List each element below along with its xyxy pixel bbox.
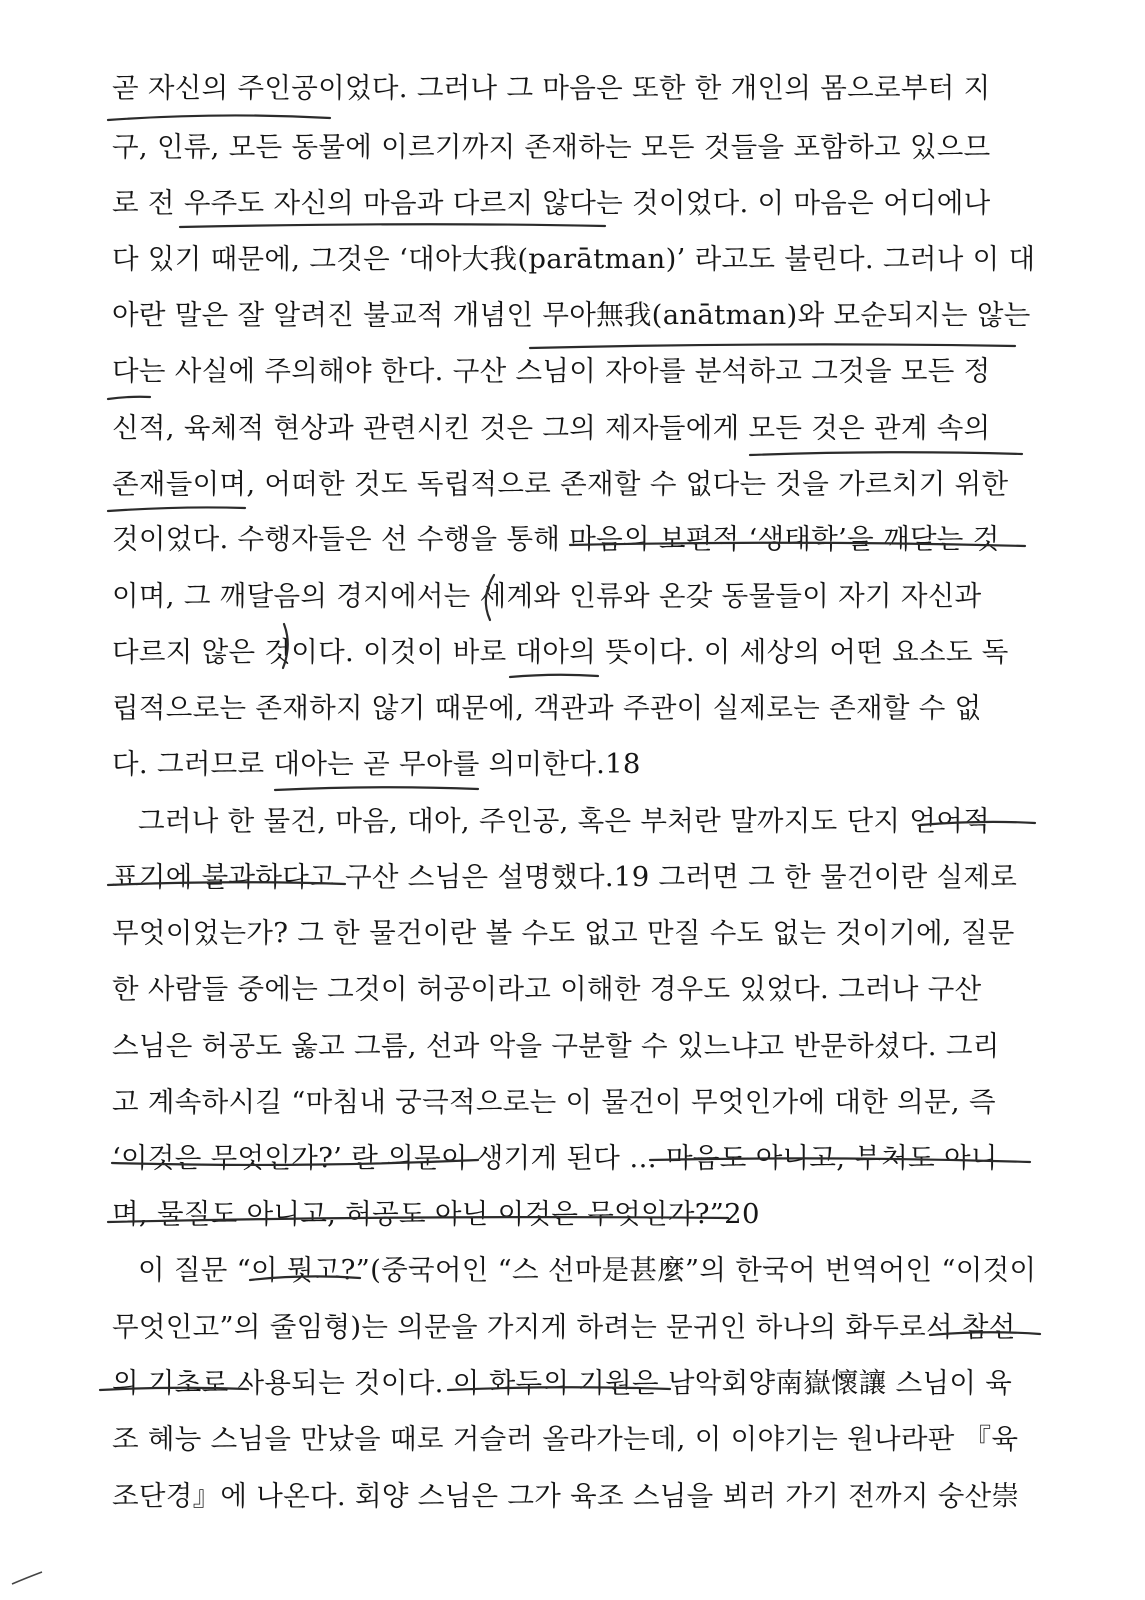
text-line: 곧 자신의 주인공이었다. 그러나 그 마음은 또한 한 개인의 몸으로부터 지 [112,72,991,104]
text-line: 스님은 허공도 옳고 그름, 선과 악을 구분할 수 있느냐고 반문하셨다. 그리 [112,1030,1000,1062]
text-line: 다르지 않은 것이다. 이것이 바로 대아의 뜻이다. 이 세상의 어떤 요소도 독 [112,636,1009,668]
text-line: 구, 인류, 모든 동물에 이르기까지 존재하는 모든 것들을 포함하고 있으므 [112,131,991,163]
text-line: 이며, 그 깨달음의 경지에서는 세계와 인류와 온갖 동물들이 자기 자신과 [112,580,982,612]
text-line: 한 사람들 중에는 그것이 허공이라고 이해한 경우도 있었다. 그러나 구산 [112,973,982,1005]
text-line: 립적으로는 존재하지 않기 때문에, 객관과 주관이 실제로는 존재할 수 없 [112,692,982,724]
text-line: 다 있기 때문에, 그것은 ‘대아大我(parātman)’ 라고도 불린다. 그러나 이 대 [112,243,1036,275]
text-line: 신적, 육체적 현상과 관련시킨 것은 그의 제자들에게 모든 것은 관계 속의 [112,412,991,444]
text-line: 며, 물질도 아니고, 허공도 아닌 이것은 무엇인가?”20 [112,1198,760,1230]
text-line: 의 기초로 사용되는 것이다. 이 화두의 기원은 남악회양南嶽懷讓 스님이 육 [112,1367,1013,1399]
paragraph-first-line: 이 질문 “이 뭣고?”(중국어인 “스 선마是甚麼”의 한국어 번역어인 “이것이 [138,1254,1037,1286]
underline-mark [108,115,330,120]
text-line: ‘이것은 무엇인가?’ 란 의문이 생기게 된다 … 마음도 아니고, 부처도 아니 [112,1142,998,1174]
paragraph-first-line: 그러나 한 물건, 마음, 대아, 주인공, 혹은 부처란 말까지도 단지 언어적 [138,805,990,837]
text-line: 다. 그러므로 대아는 곧 무아를 의미한다.18 [112,748,641,780]
text-line: 로 전 우주도 자신의 마음과 다르지 않다는 것이었다. 이 마음은 어디에나 [112,187,991,219]
text-line: 것이었다. 수행자들은 선 수행을 통해 마음의 보편적 ‘생태학’을 깨닫는 것 [112,523,1000,555]
text-line: 고 계속하시길 “마침내 궁극적으로는 이 물건이 무엇인가에 대한 의문, 즉 [112,1086,996,1118]
text-line: 조 혜능 스님을 만났을 때로 거슬러 올라가는데, 이 이야기는 원나라판 『육 [112,1423,1019,1455]
text-line: 무엇이었는가? 그 한 물건이란 볼 수도 없고 만질 수도 없는 것이기에, 질문 [112,917,1015,949]
text-line: 다는 사실에 주의해야 한다. 구산 스님이 자아를 분석하고 그것을 모든 정 [112,355,991,387]
text-line: 존재들이며, 어떠한 것도 독립적으로 존재할 수 없다는 것을 가르치기 위한 [112,468,1009,500]
text-line: 표기에 불과하다고 구산 스님은 설명했다.19 그러면 그 한 물건이란 실제로 [112,861,1018,893]
text-line: 무엇인고”의 줄임형)는 의문을 가지게 하려는 문귀인 하나의 화두로서 참선 [112,1311,1016,1343]
text-line: 아란 말은 잘 알려진 불교적 개념인 무아無我(anātman)와 모순되지는 않는 [112,299,1031,331]
underline-mark [108,397,150,399]
text-line: 조단경』에 나온다. 회양 스님은 그가 육조 스님을 뵈러 가기 전까지 숭산崇 [112,1480,1020,1512]
scan-corner-mark [8,1568,48,1588]
